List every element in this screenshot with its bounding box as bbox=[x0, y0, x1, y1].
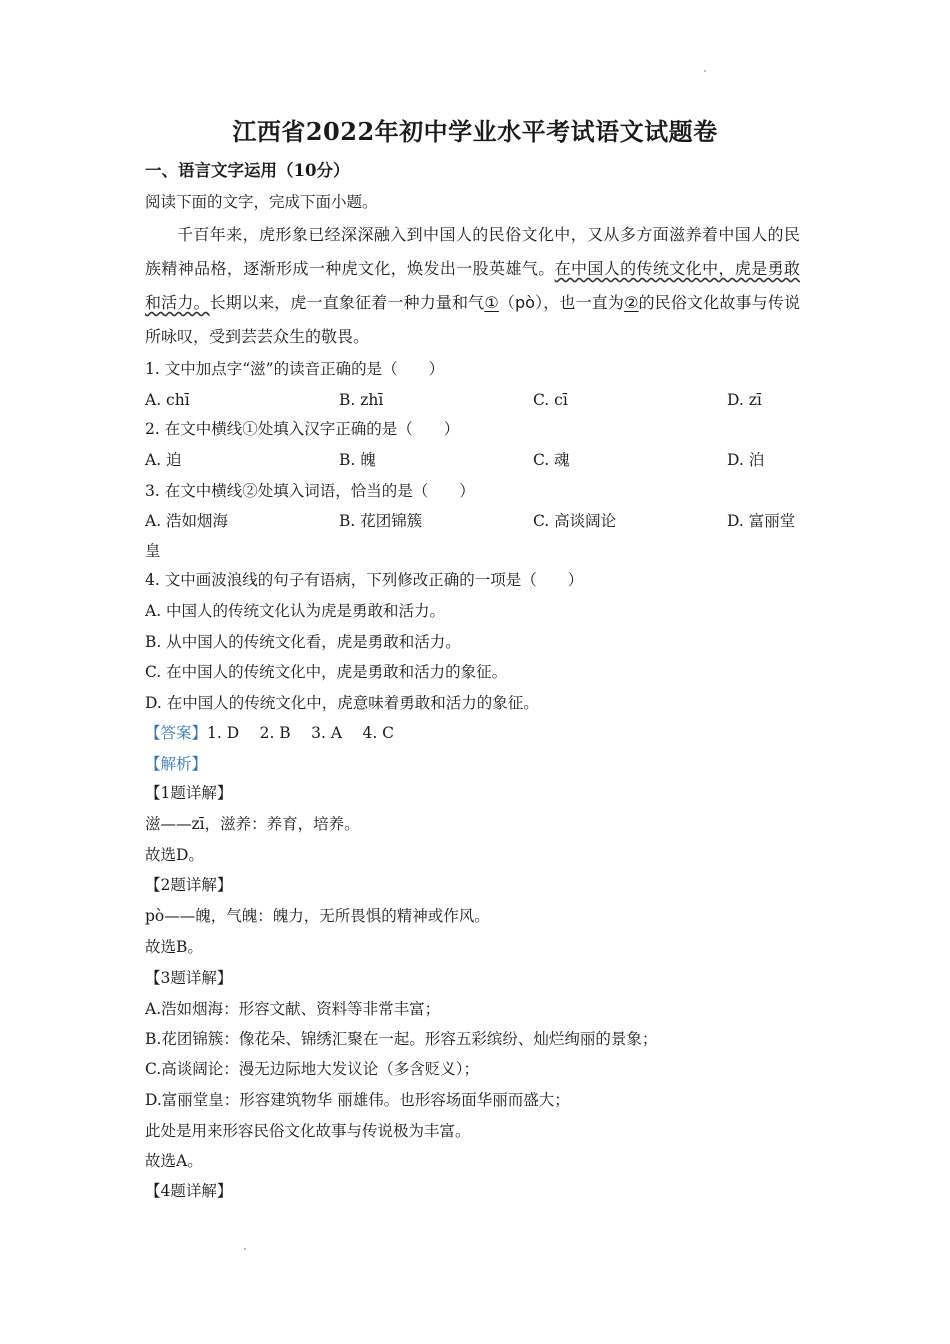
passage-part1: 千百年来，虎形象已经深深融入到中国人的民俗文化中，又从多方面 bbox=[177, 225, 670, 244]
q4-option-a: A. 中国人的传统文化认为虎是勇敢和活力。 bbox=[145, 602, 446, 620]
q2-option-d: D. 泊 bbox=[727, 451, 765, 469]
passage-part3: 长期以来，虎一直象征着一种力量和气 bbox=[209, 293, 485, 312]
detail-4-label: 【4题详解】 bbox=[145, 1182, 233, 1200]
reading-instruction: 阅读下面的文字，完成下面小题。 bbox=[145, 193, 378, 211]
answer-label: 【答案】 bbox=[145, 724, 208, 742]
blank-2: ② bbox=[624, 293, 639, 312]
detail-3-line: C.高谈阔论：漫无边际地大发议论（多含贬义）； bbox=[145, 1060, 479, 1078]
q1-option-b: B. zhī bbox=[339, 391, 384, 409]
dotted-char: 滋 bbox=[669, 225, 686, 244]
exam-title: 江西省2022年初中学业水平考试语文试题卷 bbox=[232, 117, 718, 146]
blank-1: ① bbox=[484, 293, 499, 312]
passage-part2: 养着中国人的民族精神品格，逐渐形成一种虎文化，焕发出一股英雄气。 bbox=[145, 225, 800, 278]
detail-2-line: 故选B。 bbox=[145, 938, 203, 956]
q2-option-a: A. 迫 bbox=[145, 451, 182, 469]
detail-1-line: 滋——zī，滋养：养育，培养。 bbox=[145, 815, 360, 833]
reading-passage bbox=[145, 218, 800, 354]
passage-part4: （pò），也一直为 bbox=[498, 293, 625, 312]
q4-option-c: C. 在中国人的传统文化中，虎是勇敢和活力的象征。 bbox=[145, 663, 508, 681]
detail-3-line: B.花团锦簇：像花朵、锦绣汇聚在一起。形容五彩缤纷、灿烂绚丽的景象； bbox=[145, 1030, 658, 1048]
detail-3-label: 【3题详解】 bbox=[145, 969, 233, 987]
q4-option-d: D. 在中国人的传统文化中，虎意味着勇敢和活力的象征。 bbox=[145, 694, 539, 712]
page-mark-bottom bbox=[244, 1248, 246, 1250]
detail-3-line: 故选A。 bbox=[145, 1152, 203, 1170]
analysis-label: 【解析】 bbox=[145, 755, 208, 773]
q3-option-a: A. 浩如烟海 bbox=[145, 512, 229, 530]
q4-option-b: B. 从中国人的传统文化看，虎是勇敢和活力。 bbox=[145, 633, 461, 651]
q1-option-c: C. cī bbox=[533, 391, 568, 409]
question-2-stem: 2. 在文中横线①处填入汉字正确的是（ ） bbox=[145, 420, 460, 438]
answer-text: 1. D 2. B 3. A 4. C bbox=[207, 724, 395, 742]
detail-1-line: 故选D。 bbox=[145, 846, 204, 864]
q2-option-c: C. 魂 bbox=[533, 451, 570, 469]
q3-option-d-wrap: 皇 bbox=[145, 542, 161, 560]
q3-option-c: C. 高谈阔论 bbox=[533, 512, 617, 530]
question-1-stem: 1. 文中加点字“滋”的读音正确的是（ ） bbox=[145, 360, 445, 378]
question-4-stem: 4. 文中画波浪线的句子有语病，下列修改正确的一项是（ ） bbox=[145, 571, 584, 589]
q2-option-b: B. 魄 bbox=[339, 451, 376, 469]
detail-1-label: 【1题详解】 bbox=[145, 784, 233, 802]
q1-option-d: D. zī bbox=[727, 391, 762, 409]
passage-part5: 的民俗文化故事与传说所咏叹，受到芸芸众生的敬畏。 bbox=[145, 293, 800, 346]
page-mark-top bbox=[704, 70, 706, 72]
detail-2-label: 【2题详解】 bbox=[145, 876, 233, 894]
q3-option-d: D. 富丽堂 bbox=[727, 512, 796, 530]
question-3-stem: 3. 在文中横线②处填入词语，恰当的是（ ） bbox=[145, 482, 475, 500]
q3-option-b: B. 花团锦簇 bbox=[339, 512, 423, 530]
wavy-sentence: 在中国人的传统文化中，虎是勇敢和活力。 bbox=[145, 259, 800, 312]
detail-3-line: 此处是用来形容民俗文化故事与传说极为丰富。 bbox=[145, 1122, 471, 1140]
detail-2-line: pò——魄，气魄：魄力，无所畏惧的精神或作风。 bbox=[145, 907, 490, 925]
section-heading: 一、语言文字运用（10分） bbox=[145, 161, 350, 180]
detail-3-line: A.浩如烟海：形容文献、资料等非常丰富； bbox=[145, 1000, 441, 1018]
q1-option-a: A. chī bbox=[145, 391, 190, 409]
detail-3-line: D.富丽堂皇：形容建筑物华 丽雄伟。也形容场面华丽而盛大； bbox=[145, 1091, 570, 1109]
answer-line bbox=[145, 722, 394, 744]
